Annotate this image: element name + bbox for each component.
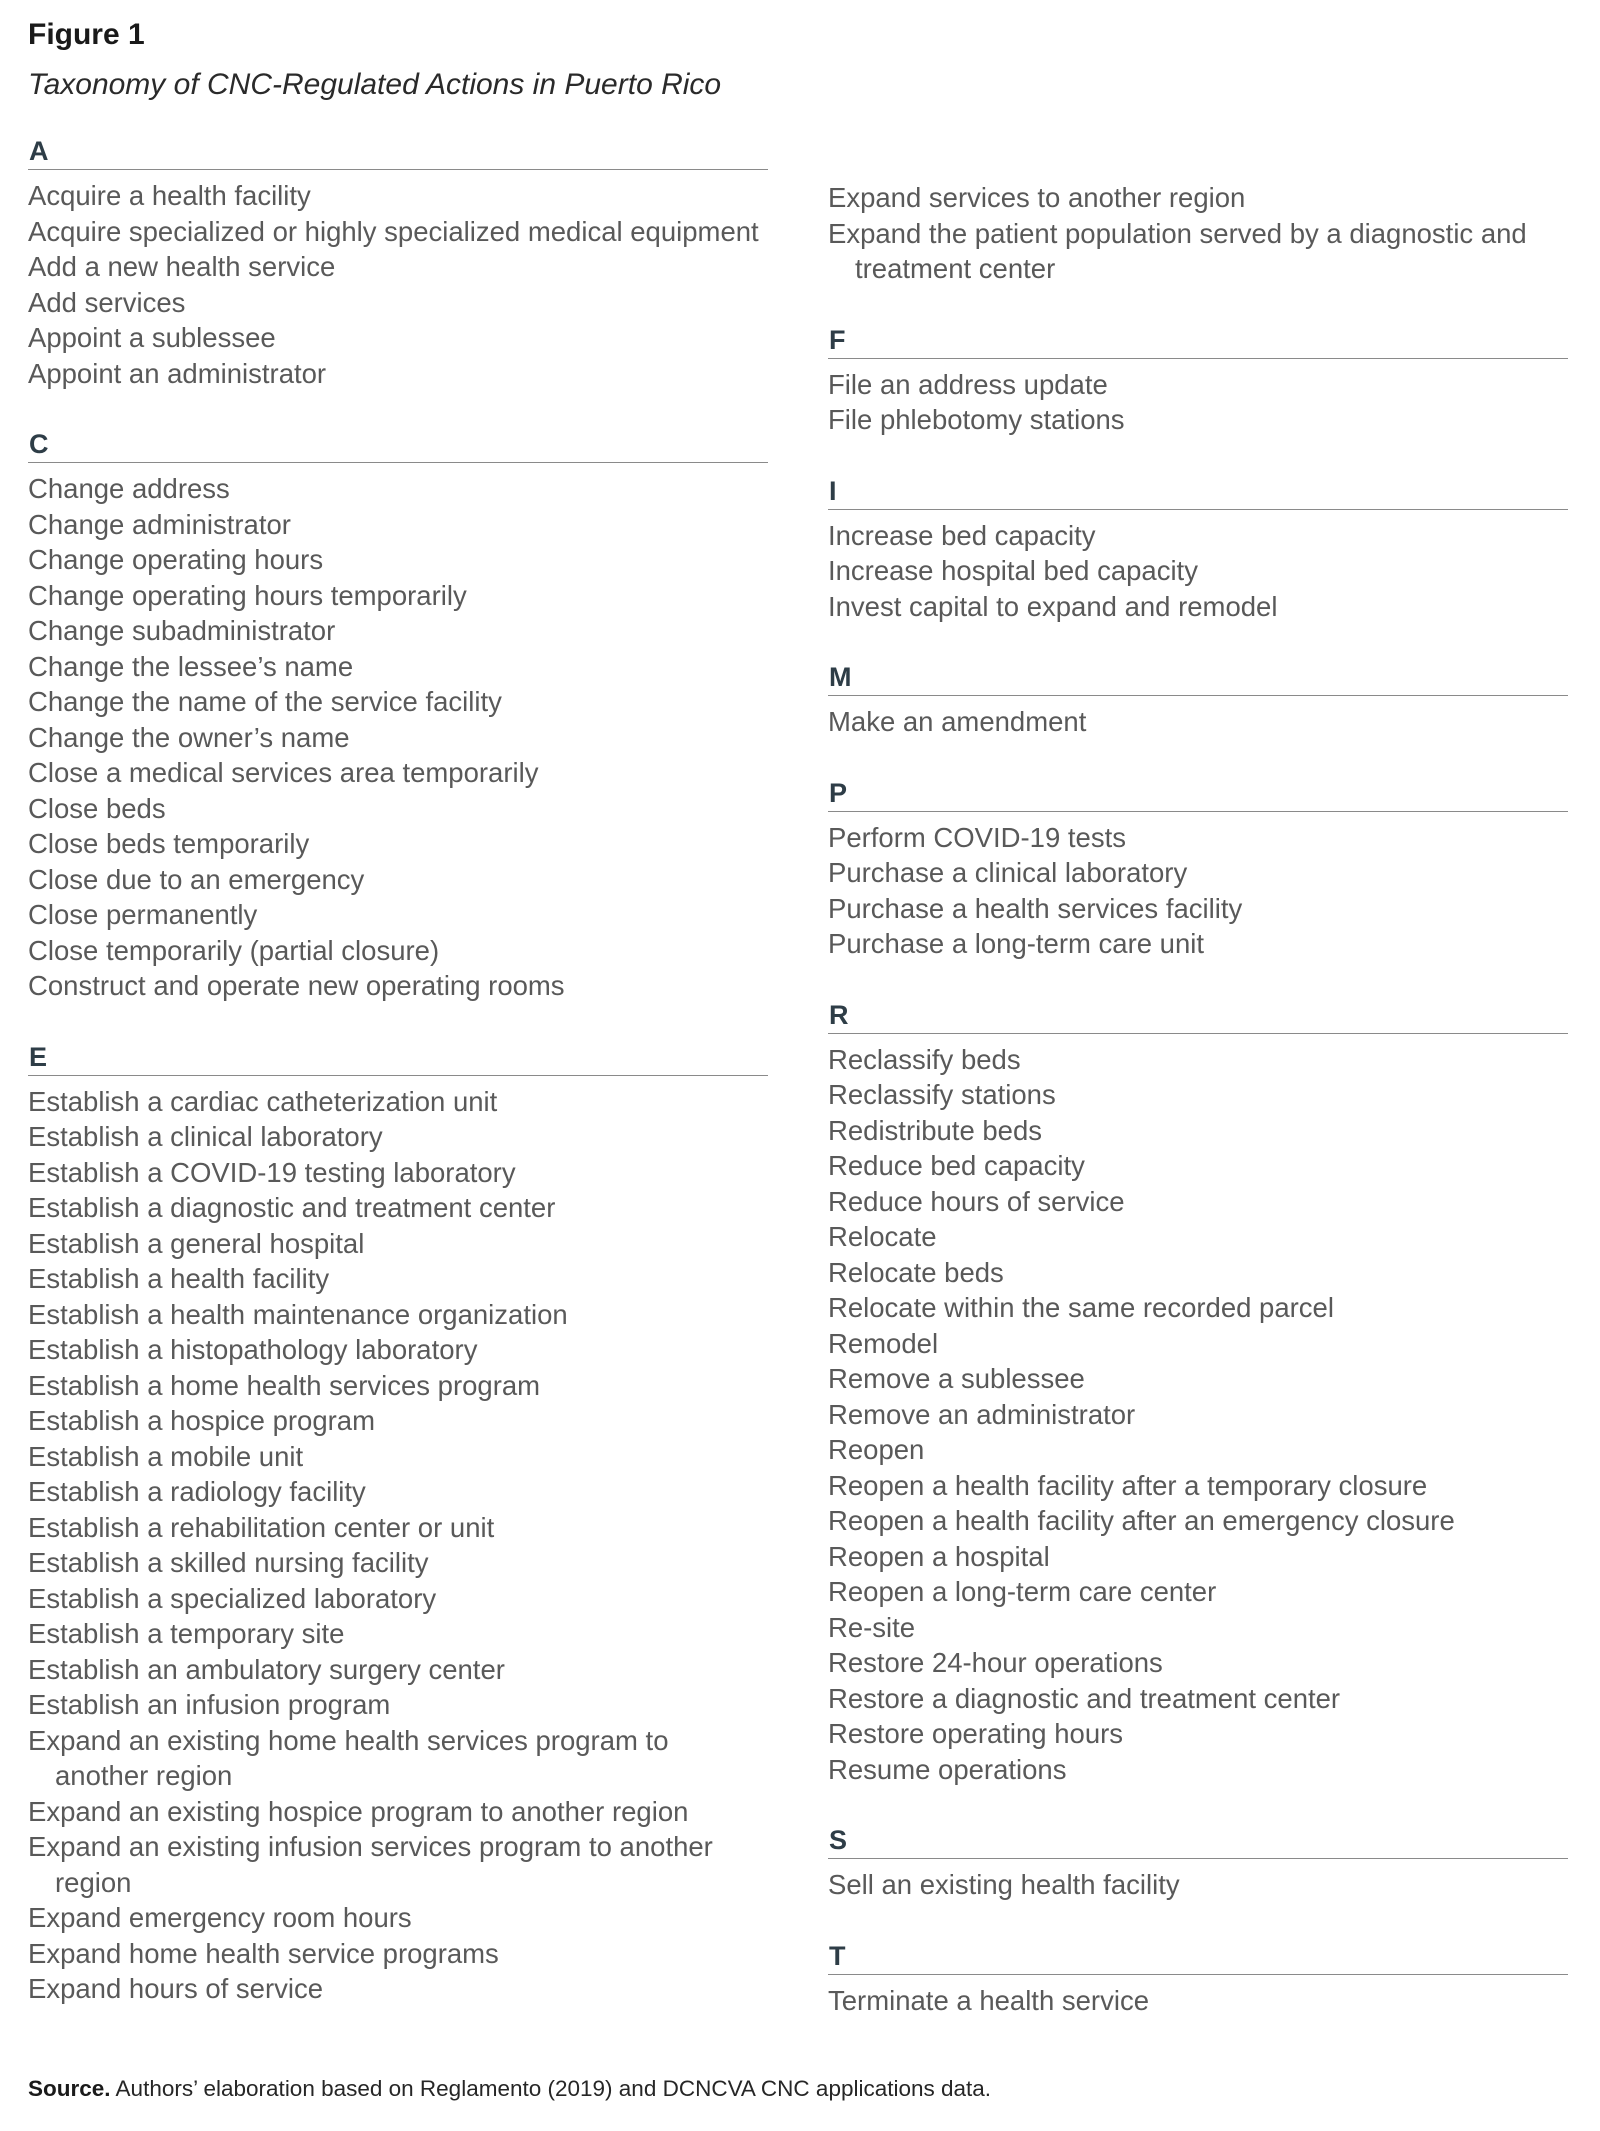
section-s [828, 1825, 1568, 1903]
list-item: Reopen a health facility after a temporary closure [828, 1469, 1428, 1501]
list-item: Establish an ambulatory surgery center [28, 1653, 505, 1685]
source-label: Source. [28, 2076, 111, 2101]
list-item: Expand an existing hospice program to another region [28, 1795, 689, 1827]
list-item: Resume operations [828, 1753, 1067, 1785]
section-letter: S [828, 1825, 1568, 1859]
section-letter: A [28, 136, 768, 170]
section-i [828, 476, 1568, 625]
list-item: Remove a sublessee [828, 1363, 1085, 1394]
list-item: Re-site [828, 1611, 916, 1643]
section-f [828, 325, 1568, 438]
source-note [28, 2076, 991, 2102]
list-item: Relocate beds [828, 1256, 1004, 1288]
list-item: File an address update [828, 368, 1108, 400]
list-item: Construct and operate new operating rooms [28, 970, 565, 1001]
list-item: Change operating hours [28, 544, 324, 575]
list-item: Establish a mobile unit [28, 1440, 304, 1472]
list-item: Sell an existing health facility [828, 1869, 1180, 1900]
section-letter: M [828, 662, 1568, 696]
list-item: Expand emergency room hours [28, 1902, 412, 1933]
list-item: Change administrator [28, 508, 291, 540]
section-letter: F [828, 325, 1568, 359]
list-item: Expand services to another region [828, 182, 1246, 213]
list-item: Change the owner’s name [28, 721, 350, 753]
list-item: Establish a health maintenance organization [28, 1298, 568, 1330]
list-item: Reopen a health facility after an emergency closure [828, 1505, 1455, 1536]
list-item: Restore operating hours [828, 1718, 1124, 1749]
section-letter: T [828, 1941, 1568, 1975]
list-item: Perform COVID-19 tests [828, 821, 1126, 853]
list-item: Reopen [828, 1434, 925, 1465]
list-item: Establish a rehabilitation center or unit [28, 1511, 495, 1543]
list-item: Reopen a hospital [828, 1540, 1050, 1572]
list-item: Redistribute beds [828, 1114, 1043, 1146]
list-item: Change the lessee’s name [28, 650, 354, 682]
list-item: Purchase a long-term care unit [828, 928, 1205, 959]
list-item: Reopen a long-term care center [828, 1576, 1217, 1607]
list-item: Add services [28, 286, 186, 318]
right-column [828, 136, 1568, 2056]
section-p [828, 778, 1568, 962]
list-item: Restore a diagnostic and treatment center [828, 1682, 1341, 1714]
left-column [28, 136, 768, 2045]
figure-label: Figure 1 [28, 18, 145, 51]
list-item: Establish a general hospital [28, 1227, 365, 1259]
list-item: Establish a skilled nursing facility [28, 1547, 429, 1578]
list-item: Close a medical services area temporarily [28, 757, 539, 788]
list-item: Establish a diagnostic and treatment center [28, 1192, 556, 1223]
list-item: Establish a histopathology laboratory [28, 1334, 478, 1365]
list-item: Change subadministrator [28, 615, 336, 646]
list-item: Establish a temporary site [28, 1618, 345, 1649]
list-item: Close due to an emergency [28, 863, 365, 895]
section-e [28, 1042, 768, 2007]
list-item: Establish a specialized laboratory [28, 1582, 437, 1614]
list-item: Appoint an administrator [28, 357, 327, 389]
list-item: Relocate within the same recorded parcel [828, 1292, 1334, 1323]
list-item: Purchase a health services facility [828, 892, 1243, 924]
list-item: Establish an infusion program [28, 1689, 391, 1720]
list-item: Remove an administrator [828, 1398, 1136, 1430]
section-letter: C [28, 429, 768, 463]
figure-title: Taxonomy of CNC-Regulated Actions in Puerto Rico [28, 68, 722, 101]
section-letter: E [28, 1042, 768, 1076]
list-item: Establish a health facility [28, 1263, 330, 1294]
list-item: Terminate a health service [828, 1984, 1149, 2016]
list-item: Remodel [828, 1327, 939, 1359]
section-r [828, 1000, 1568, 1788]
list-item: File phlebotomy stations [828, 404, 1125, 435]
list-item: Relocate [828, 1221, 937, 1252]
list-item: Reduce bed capacity [828, 1150, 1085, 1181]
list-item: Purchase a clinical laboratory [828, 857, 1188, 888]
section-letter: P [828, 778, 1568, 812]
list-item: Increase bed capacity [828, 519, 1096, 551]
list-item: Change the name of the service facility [28, 686, 502, 717]
list-item: Expand the patient population served by a diagnostic and treatment center [828, 217, 1527, 284]
list-item: Close permanently [28, 899, 258, 930]
list-item: Make an amendment [828, 706, 1087, 737]
list-item: Add a new health service [28, 251, 336, 282]
list-item: Reduce hours of service [828, 1185, 1125, 1217]
list-item: Close beds temporarily [28, 828, 310, 859]
list-item: Increase hospital bed capacity [828, 555, 1198, 586]
section-c [28, 429, 768, 1004]
list-item: Restore 24-hour operations [828, 1647, 1163, 1678]
list-item: Establish a home health services program [28, 1369, 541, 1401]
list-item: Reclassify stations [828, 1079, 1056, 1110]
list-item: Establish a cardiac catheterization unit [28, 1085, 498, 1117]
list-item: Reclassify beds [828, 1043, 1021, 1075]
list-item: Close temporarily (partial closure) [28, 934, 440, 966]
list-item: Change operating hours temporarily [28, 579, 467, 611]
list-item: Establish a hospice program [28, 1405, 375, 1436]
section-m [828, 662, 1568, 740]
list-item: Expand an existing infusion services program to another region [28, 1831, 713, 1898]
section-t [828, 1941, 1568, 2019]
list-item: Close beds [28, 792, 166, 824]
list-item: Expand hours of service [28, 1973, 324, 2004]
section-a [28, 136, 768, 391]
list-item: Establish a radiology facility [28, 1476, 366, 1507]
list-item: Expand home health service programs [28, 1937, 499, 1969]
list-item: Establish a COVID-19 testing laboratory [28, 1156, 516, 1188]
list-item: Acquire a health facility [28, 180, 311, 211]
list-item: Appoint a sublessee [28, 322, 276, 353]
list-item: Establish a clinical laboratory [28, 1121, 383, 1152]
list-item: Expand an existing home health services program to another region [28, 1724, 669, 1791]
source-text: Authors’ elaboration based on Reglamento (2019) and DCNCVA CNC applications data. [115, 2076, 992, 2101]
list-item: Invest capital to expand and remodel [828, 590, 1278, 622]
list-item: Acquire specialized or highly specialized medical equipment [28, 215, 759, 247]
section-letter: R [828, 1000, 1568, 1034]
section-continued [828, 180, 1568, 287]
section-letter: I [828, 476, 1568, 510]
list-item: Change address [28, 473, 230, 504]
